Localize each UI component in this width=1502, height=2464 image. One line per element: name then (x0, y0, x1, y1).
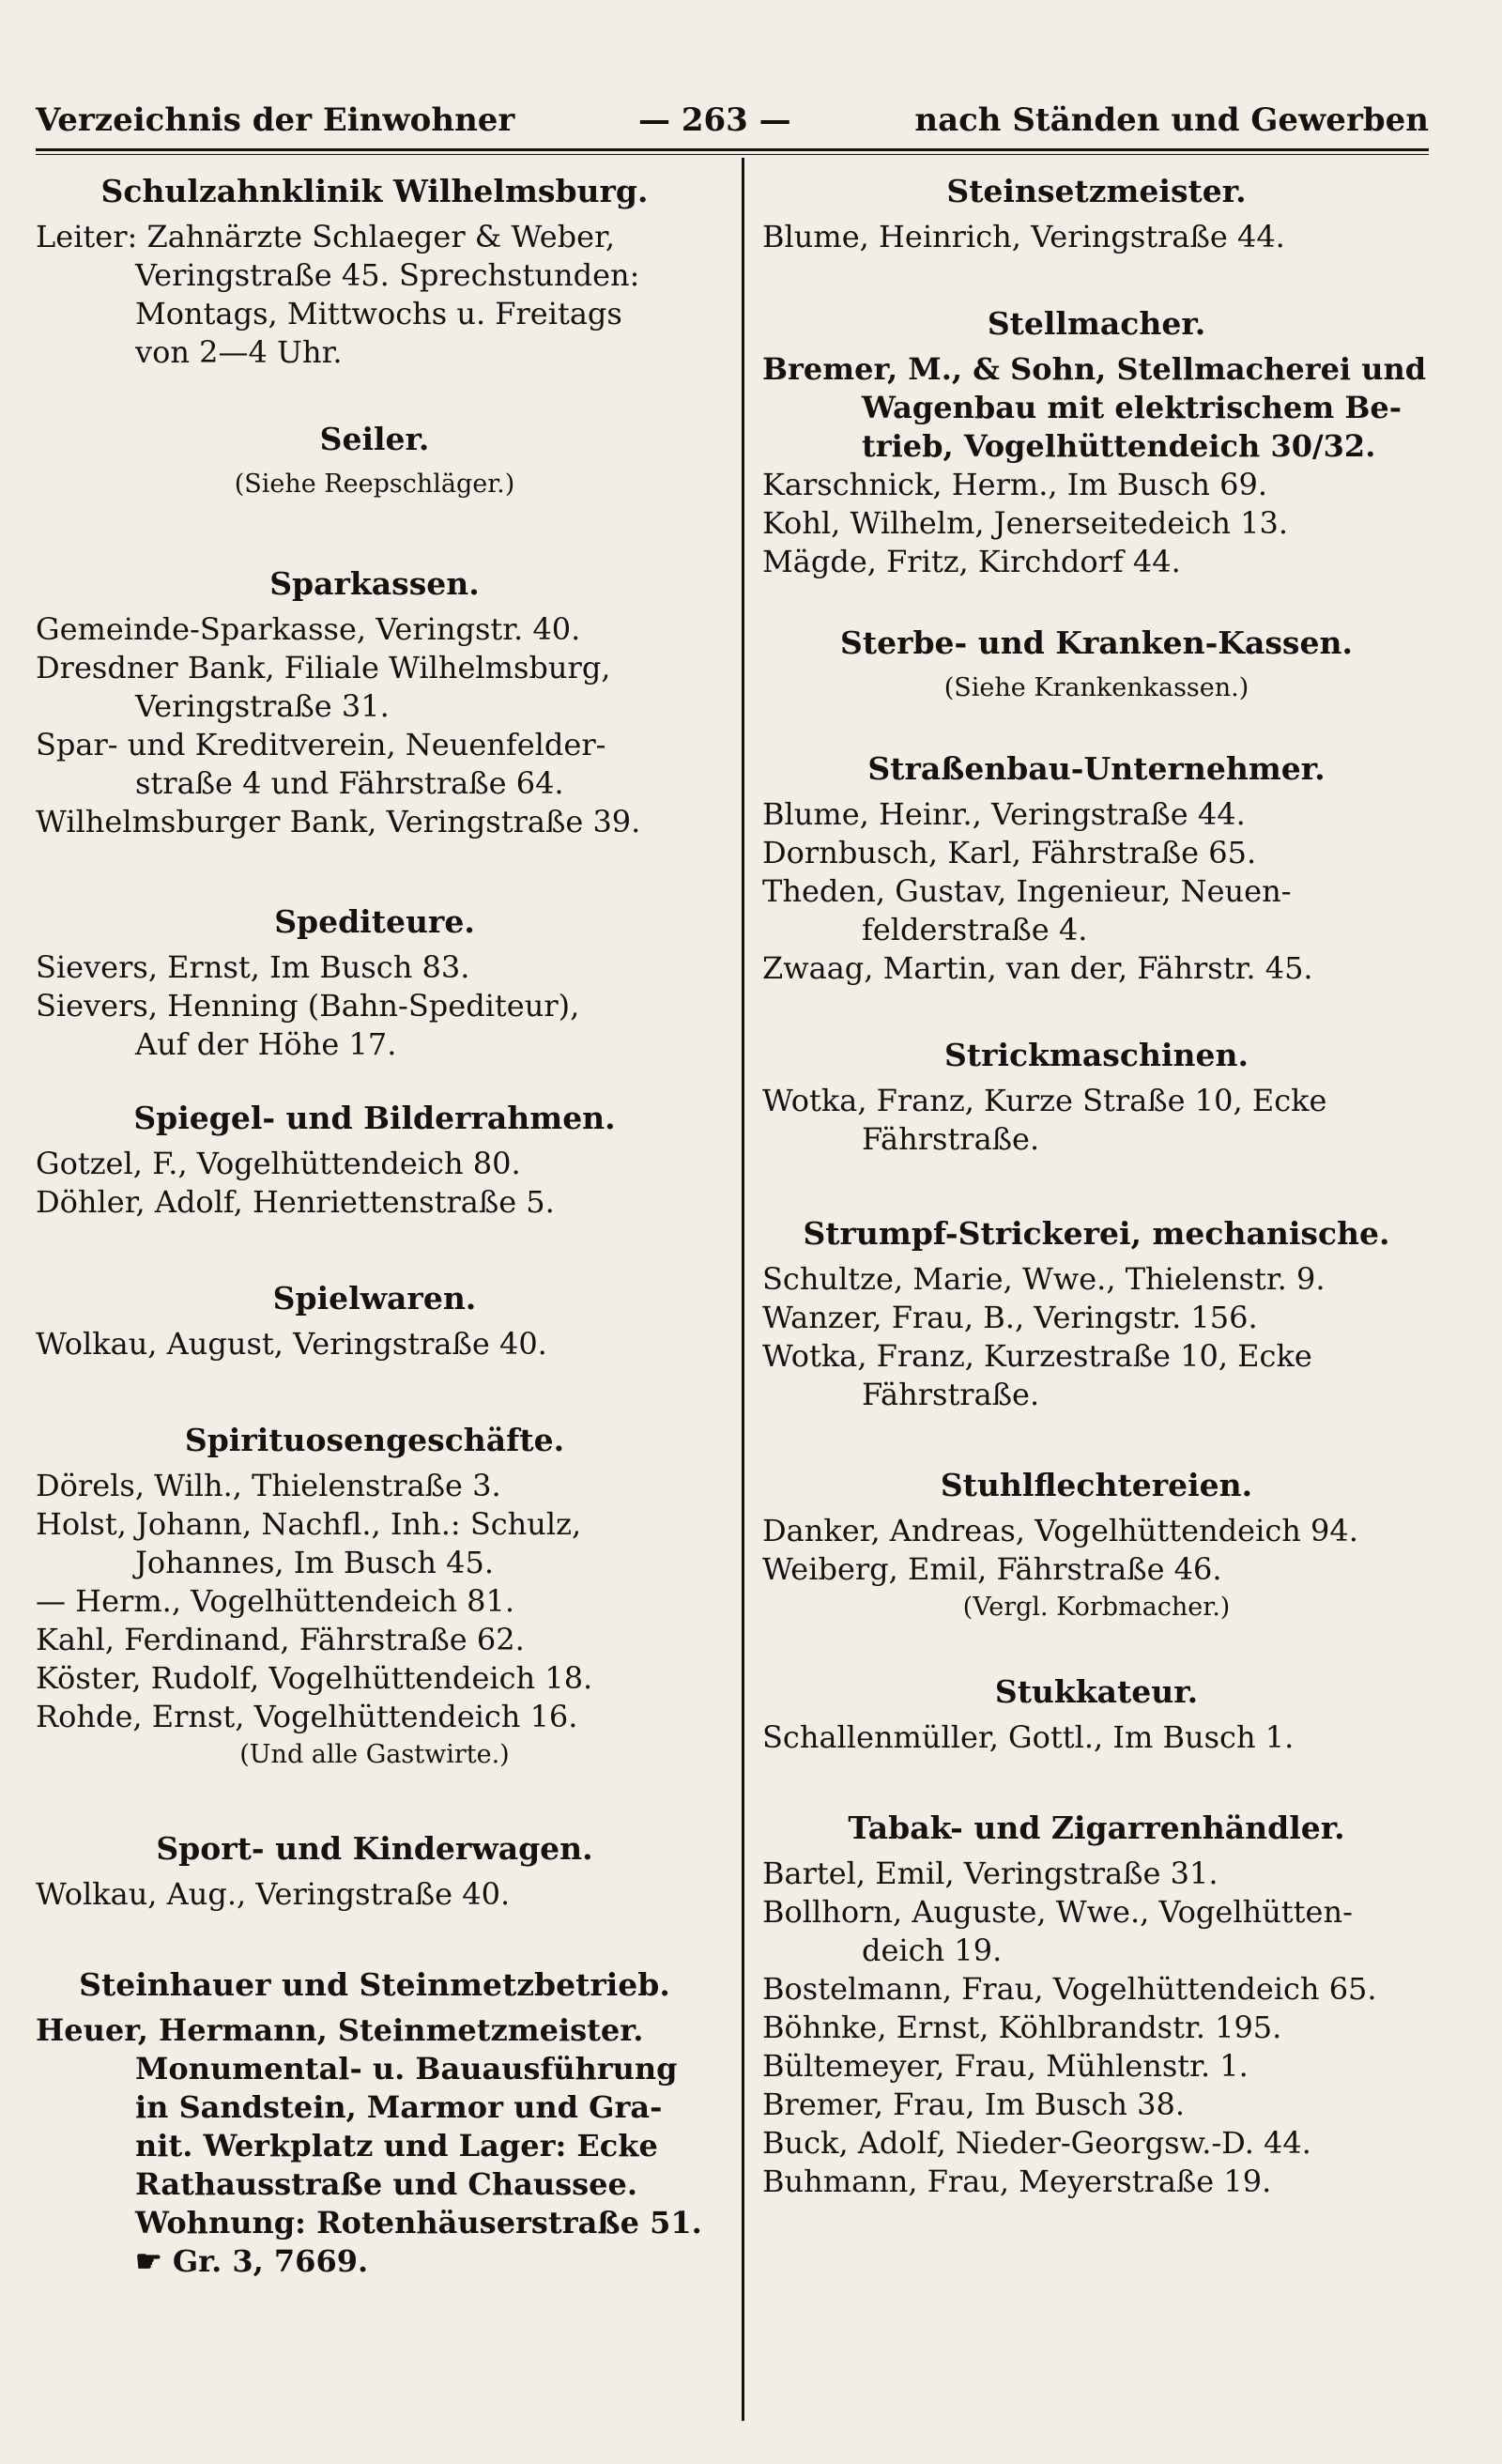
entry-first-line: Leiter: Zahnärzte Schlaeger & Weber, (36, 219, 616, 254)
entry-first-line: Bremer, M., & Sohn, Stellmacherei und (762, 351, 1427, 387)
directory-section (36, 1964, 713, 2281)
directory-section (36, 563, 713, 841)
directory-entry (762, 1893, 1431, 1970)
directory-entry (762, 1299, 1431, 1337)
entry-first-line: Spar- und Kreditverein, Neuenfelder- (36, 727, 606, 762)
entry-first-line: Sievers, Henning (Bahn-Spediteur), (36, 988, 580, 1024)
entry-first-line: Heuer, Hermann, Steinmetzmeister. (36, 2012, 644, 2048)
entry-first-line: Dörels, Wilh., Thielenstraße 3. (36, 1468, 501, 1503)
entry-first-line: Wolkau, August, Veringstraße 40. (36, 1326, 547, 1362)
directory-entry (762, 1718, 1431, 1757)
directory-entry (762, 1550, 1431, 1589)
directory-section (762, 1808, 1431, 2201)
directory-entry (762, 1260, 1431, 1299)
directory-entry (36, 726, 713, 803)
section-heading: Strumpf-Strickerei, mechanische. (803, 1215, 1390, 1252)
directory-section (762, 1465, 1431, 1626)
entry-continuation-line: Wagenbau mit elektrischem Be- (862, 390, 1402, 425)
header-rule-thin (36, 154, 1429, 155)
directory-entry (36, 2011, 713, 2281)
page-header (36, 94, 1429, 146)
directory-section (762, 303, 1431, 581)
entry-continuation-line: Fährstraße. (862, 1121, 1040, 1157)
directory-entry (762, 1337, 1431, 1414)
section-heading: Tabak- und Zigarrenhändler. (848, 1810, 1345, 1846)
directory-section (762, 1671, 1431, 1757)
directory-entry (762, 350, 1431, 466)
directory-entry (36, 1698, 713, 1736)
section-gap (36, 507, 713, 550)
directory-section (36, 1420, 713, 1774)
directory-entry (36, 610, 713, 649)
directory-entry (36, 1621, 713, 1659)
section-trailing-note: (Und alle Gastwirte.) (239, 1740, 510, 1769)
section-gap (36, 1778, 713, 1815)
directory-entry (762, 2047, 1431, 2086)
header-left-title: Verzeichnis der Einwohner (36, 101, 515, 139)
directory-entry (762, 218, 1431, 256)
directory-entry (762, 2009, 1431, 2047)
directory-entry (36, 1505, 713, 1582)
entry-continuation-line: ☛ Gr. 3, 7669. (135, 2243, 369, 2279)
directory-entry (36, 1582, 713, 1621)
entry-first-line: Zwaag, Martin, van der, Fährstr. 45. (762, 950, 1313, 986)
header-rule (36, 148, 1429, 151)
directory-entry (762, 543, 1431, 581)
entry-continuation-line: in Sandstein, Marmor und Gra- (135, 2089, 663, 2125)
entry-first-line: Karschnick, Herm., Im Busch 69. (762, 467, 1268, 502)
section-heading: Stukkateur. (994, 1673, 1199, 1710)
entry-continuation-line: Johannes, Im Busch 45. (135, 1545, 494, 1580)
section-trailing-note: (Vergl. Korbmacher.) (962, 1593, 1231, 1622)
entry-first-line: Wolkau, Aug., Veringstraße 40. (36, 1876, 511, 1912)
entry-first-line: Wanzer, Frau, B., Veringstr. 156. (762, 1300, 1258, 1335)
section-gap (36, 372, 713, 406)
directory-entry (762, 1970, 1431, 2009)
entry-first-line: Döhler, Adolf, Henriettenstraße 5. (36, 1184, 555, 1220)
entry-continuation-line: Auf der Höhe 17. (135, 1026, 397, 1062)
entry-continuation-line: deich 19. (862, 1933, 1003, 1968)
right-column (762, 158, 1431, 2201)
entry-first-line: — Herm., Vogelhüttendeich 81. (36, 1583, 514, 1619)
entry-first-line: Buck, Adolf, Nieder-Georgsw.-D. 44. (762, 2125, 1311, 2161)
directory-section (762, 171, 1431, 256)
directory-section (36, 419, 713, 503)
directory-entry (762, 1512, 1431, 1550)
section-heading: Steinhauer und Steinmetzbetrieb. (79, 1966, 670, 2003)
entry-first-line: Köster, Rudolf, Vogelhüttendeich 18. (36, 1660, 593, 1696)
left-column (36, 158, 713, 2281)
entry-first-line: Kahl, Ferdinand, Fährstraße 62. (36, 1622, 525, 1657)
entry-first-line: Bartel, Emil, Veringstraße 31. (762, 1856, 1218, 1891)
section-note: (Siehe Reepschläger.) (234, 470, 515, 499)
section-heading: Strickmaschinen. (944, 1037, 1249, 1073)
entry-first-line: Gemeinde-Sparkasse, Veringstr. 40. (36, 611, 581, 647)
directory-section (762, 623, 1431, 707)
section-gap (762, 1414, 1431, 1452)
section-heading: Spirituosengeschäfte. (184, 1422, 565, 1458)
directory-entry (762, 795, 1431, 834)
entry-first-line: Bostelmann, Frau, Vogelhüttendeich 65. (762, 1971, 1377, 2007)
entry-first-line: Wotka, Franz, Kurze Straße 10, Ecke (762, 1083, 1327, 1118)
section-heading: Spielwaren. (272, 1280, 477, 1317)
entry-continuation-line: Fährstraße. (862, 1377, 1040, 1412)
entry-first-line: Mägde, Fritz, Kirchdorf 44. (762, 544, 1181, 579)
section-heading: Sport- und Kinderwagen. (156, 1830, 593, 1867)
directory-section (36, 1828, 713, 1914)
directory-entry (762, 1082, 1431, 1159)
entry-continuation-line: Veringstraße 45. Sprechstunden: (135, 257, 640, 293)
section-heading: Straßenbau-Unternehmer. (867, 750, 1326, 787)
directory-entry (36, 1467, 713, 1505)
section-heading: Stellmacher. (987, 305, 1206, 342)
section-gap (762, 988, 1431, 1022)
entry-first-line: Theden, Gustav, Ingenieur, Neuen- (762, 873, 1292, 909)
directory-entry (762, 2086, 1431, 2124)
section-gap (762, 581, 1431, 609)
section-gap (762, 1630, 1431, 1658)
section-gap (762, 1159, 1431, 1200)
entry-first-line: Buhmann, Frau, Meyerstraße 19. (762, 2164, 1272, 2199)
entry-first-line: Schultze, Marie, Wwe., Thielenstr. 9. (762, 1261, 1326, 1297)
entry-continuation-line: straße 4 und Fährstraße 64. (135, 765, 564, 801)
directory-entry (36, 1325, 713, 1363)
section-gap (762, 711, 1431, 735)
entry-continuation-line: felderstraße 4. (862, 912, 1088, 947)
directory-entry (36, 987, 713, 1064)
directory-section (762, 748, 1431, 988)
section-gap (36, 1914, 713, 1951)
entry-continuation-line: Montags, Mittwochs u. Freitags (135, 296, 622, 331)
entry-first-line: Sievers, Ernst, Im Busch 83. (36, 949, 470, 985)
entry-first-line: Wotka, Franz, Kurzestraße 10, Ecke (762, 1338, 1312, 1374)
section-heading: Steinsetzmeister. (946, 173, 1247, 209)
section-gap (36, 841, 713, 888)
section-note: (Siehe Krankenkassen.) (943, 673, 1249, 702)
directory-entry (36, 218, 713, 372)
entry-first-line: Bollhorn, Auguste, Wwe., Vogelhütten- (762, 1894, 1353, 1930)
entry-continuation-line: Monumental- u. Bauausführung (135, 2051, 678, 2087)
section-heading: Sparkassen. (269, 565, 480, 602)
entry-first-line: Holst, Johann, Nachfl., Inh.: Schulz, (36, 1506, 582, 1542)
directory-entry (762, 504, 1431, 543)
entry-continuation-line: trieb, Vogelhüttendeich 30/32. (862, 428, 1376, 464)
directory-section (762, 1035, 1431, 1159)
directory-section (36, 901, 713, 1064)
entry-first-line: Blume, Heinrich, Veringstraße 44. (762, 219, 1285, 254)
directory-entry (36, 1659, 713, 1698)
directory-entry (36, 1145, 713, 1183)
entry-first-line: Weiberg, Emil, Fährstraße 46. (762, 1551, 1222, 1587)
directory-section (36, 1098, 713, 1222)
entry-first-line: Bremer, Frau, Im Busch 38. (762, 2087, 1185, 2122)
directory-entry (762, 2124, 1431, 2163)
entry-first-line: Bültemeyer, Frau, Mühlenstr. 1. (762, 2048, 1249, 2084)
directory-section (36, 1278, 713, 1363)
directory-entry (762, 872, 1431, 949)
directory-entry (36, 649, 713, 726)
entry-first-line: Rohde, Ernst, Vogelhüttendeich 16. (36, 1699, 578, 1734)
section-gap (36, 1363, 713, 1407)
entry-first-line: Wilhelmsburger Bank, Veringstraße 39. (36, 804, 641, 839)
directory-entry (762, 1855, 1431, 1893)
entry-continuation-line: von 2—4 Uhr. (135, 334, 343, 370)
entry-first-line: Dornbusch, Karl, Fährstraße 65. (762, 835, 1257, 870)
page-number: — 263 — (638, 101, 791, 139)
directory-entry (762, 834, 1431, 872)
entry-first-line: Gotzel, F., Vogelhüttendeich 80. (36, 1146, 521, 1181)
entry-first-line: Schallenmüller, Gottl., Im Busch 1. (762, 1719, 1295, 1755)
column-divider (742, 158, 744, 2421)
directory-entry (762, 949, 1431, 988)
directory-entry (36, 1183, 713, 1222)
entry-first-line: Blume, Heinr., Veringstraße 44. (762, 796, 1246, 832)
section-heading: Sterbe- und Kranken-Kassen. (840, 624, 1353, 661)
entry-first-line: Böhnke, Ernst, Köhlbrandstr. 195. (762, 2010, 1282, 2045)
section-heading: Spiegel- und Bilderrahmen. (133, 1100, 616, 1136)
section-gap (762, 256, 1431, 290)
entry-continuation-line: Rathausstraße und Chaussee. (135, 2166, 637, 2202)
directory-entry (36, 948, 713, 987)
section-heading: Schulzahnklinik Wilhelmsburg. (100, 173, 649, 209)
header-right-title: nach Ständen und Gewerben (914, 101, 1429, 139)
section-heading: Stuhlflechtereien. (940, 1467, 1253, 1503)
directory-entry (762, 2163, 1431, 2201)
entry-continuation-line: nit. Werkplatz und Lager: Ecke (135, 2128, 658, 2164)
entry-continuation-line: Wohnung: Rotenhäuserstraße 51. (135, 2205, 702, 2241)
section-gap (762, 1757, 1431, 1794)
section-heading: Spediteure. (274, 903, 475, 940)
entry-continuation-line: Veringstraße 31. (135, 688, 390, 724)
directory-section (762, 1213, 1431, 1414)
section-gap (36, 1064, 713, 1085)
directory-entry (762, 466, 1431, 504)
entry-first-line: Dresdner Bank, Filiale Wilhelmsburg, (36, 650, 611, 685)
directory-entry (36, 803, 713, 841)
entry-first-line: Kohl, Wilhelm, Jenerseitedeich 13. (762, 505, 1289, 541)
directory-entry (36, 1875, 713, 1914)
directory-section (36, 171, 713, 372)
entry-first-line: Danker, Andreas, Vogelhüttendeich 94. (762, 1513, 1358, 1548)
section-gap (36, 1222, 713, 1265)
section-heading: Seiler. (319, 421, 430, 457)
